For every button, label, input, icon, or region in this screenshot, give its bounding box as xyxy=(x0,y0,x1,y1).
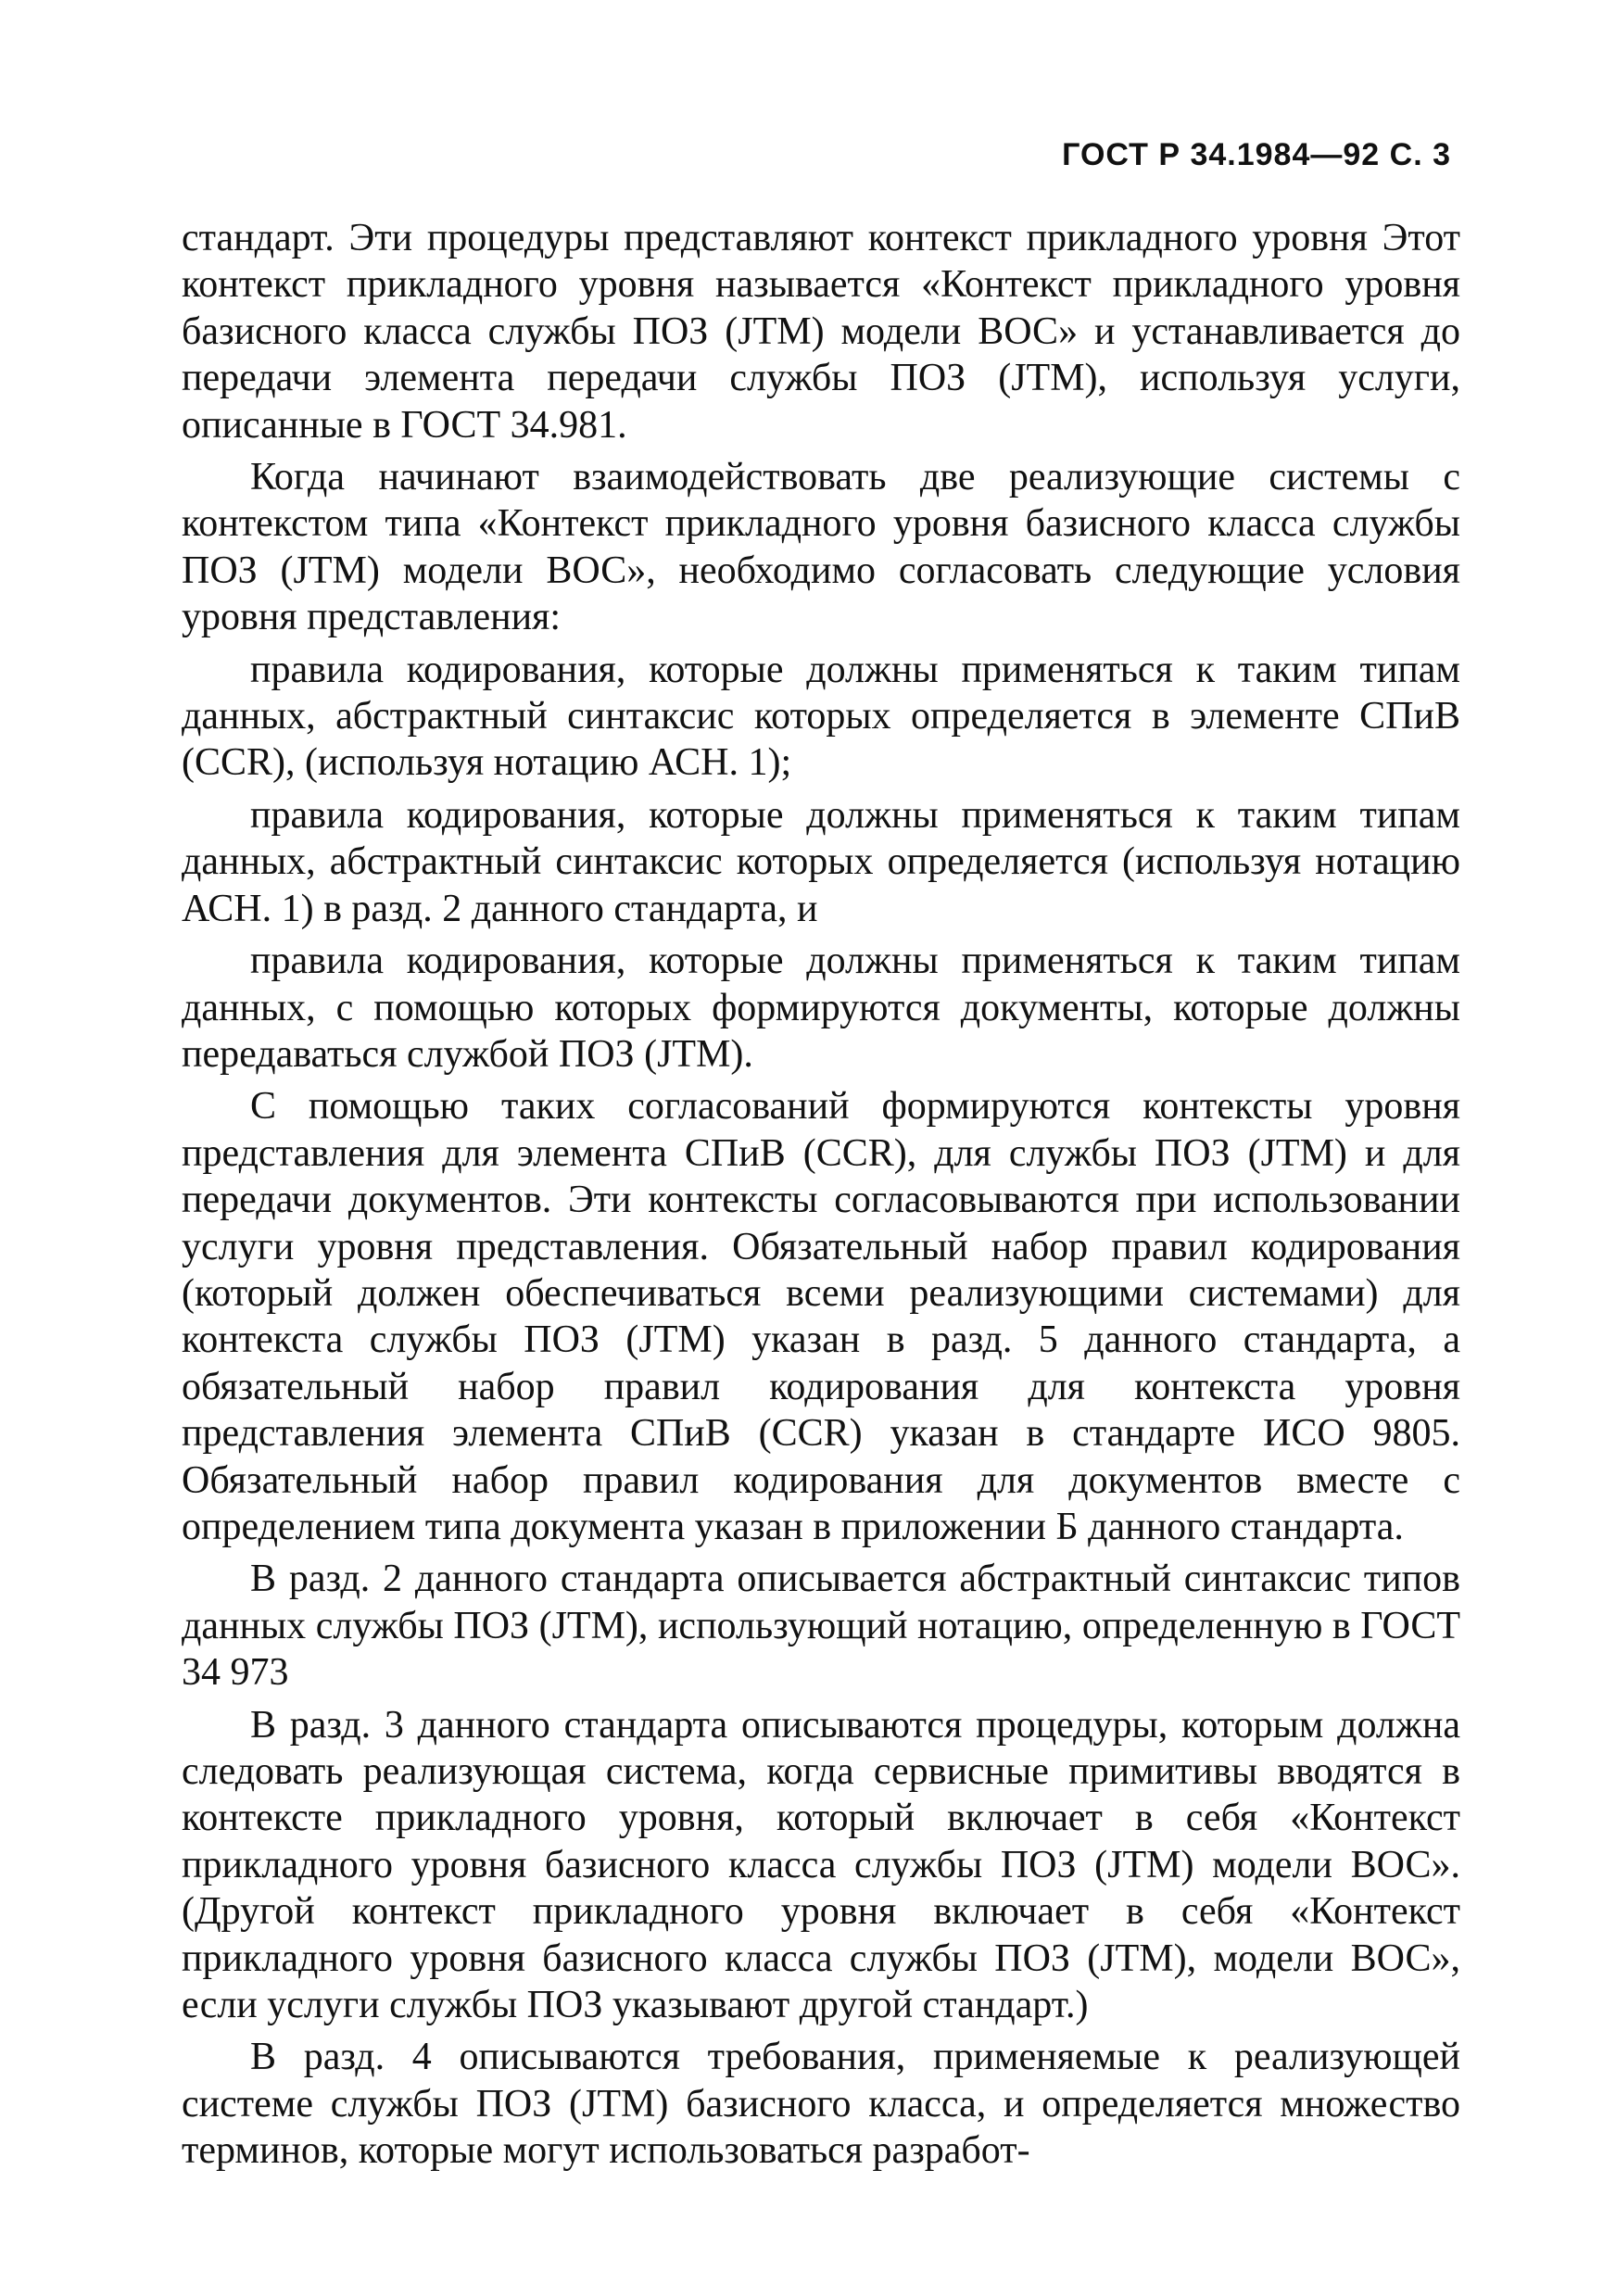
paragraph-6: С помощью таких согласований формируются контексты уровня представления для элемента СПиВ (CCR), для службы ПОЗ (JTM) и для передачи документов. Эти контексты согласовываются при использовании услуги уровня представления. Обязательный набор правил кодирования (который должен обеспечиваться всеми реализующими системами) для контекста службы ПОЗ (JTM) указан в разд. 5 данного стандарта, а обязательный набор правил кодирования для контекста уровня представления элемента СПиВ (CCR) указан в стандарте ИСО 9805. Обязательный набор правил кодирования для документов вместе с определением типа документа указан в приложении Б данного стандарта. xyxy=(182,1085,1460,1548)
paragraph-4: правила кодирования, которые должны применяться к таким типам данных, абстрактный синтаксис которых определяется (используя нотацию АСН. 1) в разд. 2 данного стандарта, и xyxy=(182,793,1460,930)
paragraph-7: В разд. 2 данного стандарта описывается абстрактный синтаксис типов данных службы ПОЗ (JTM), использующий нотацию, определенную в ГОСТ 34 973 xyxy=(182,1558,1460,1695)
paragraph-9: В разд. 4 описываются требования, применяемые к реализующей системе службы ПОЗ (JTM) базисного класса, и определяется множество терминов, которые могут использоваться разработ- xyxy=(182,2036,1460,2173)
running-head: ГОСТ Р 34.1984—92 С. 3 xyxy=(1062,137,1451,172)
paragraph-1: стандарт. Эти процедуры представляют контекст прикладного уровня Этот контекст прикладного уровня называется «Контекст прикладного уровня базисного класса службы ПОЗ (JTM) модели ВОС» и устанавливается до передачи элемента передачи службы ПОЗ (JTM), используя услуги, описанные в ГОСТ 34.981. xyxy=(182,217,1460,447)
paragraph-3: правила кодирования, которые должны применяться к таким типам данных, абстрактный синтаксис которых определяется в элементе СПиВ (CCR), (используя нотацию АСН. 1); xyxy=(182,648,1460,785)
document-body xyxy=(182,215,1460,2180)
paragraph-8: В разд. 3 данного стандарта описываются процедуры, которым должна следовать реализующая система, когда сервисные примитивы вводятся в контексте прикладного уровня, который включает в себя «Контекст прикладного уровня базисного класса службы ПОЗ (JTM) модели ВОС». (Другой контекст прикладного уровня включает в себя «Контекст прикладного уровня базисного класса службы ПОЗ (JTM), модели ВОС», если услуги службы ПОЗ указывают другой стандарт.) xyxy=(182,1703,1460,2027)
paragraph-5: правила кодирования, которые должны применяться к таким типам данных, с помощью которых формируются документы, которые должны передаваться службой ПОЗ (JTM). xyxy=(182,940,1460,1076)
paragraph-2: Когда начинают взаимодействовать две реализующие системы с контекстом типа «Контекст прикладного уровня базисного класса службы ПОЗ (JTM) модели ВОС», необходимо согласовать следующие условия уровня представления: xyxy=(182,456,1460,639)
